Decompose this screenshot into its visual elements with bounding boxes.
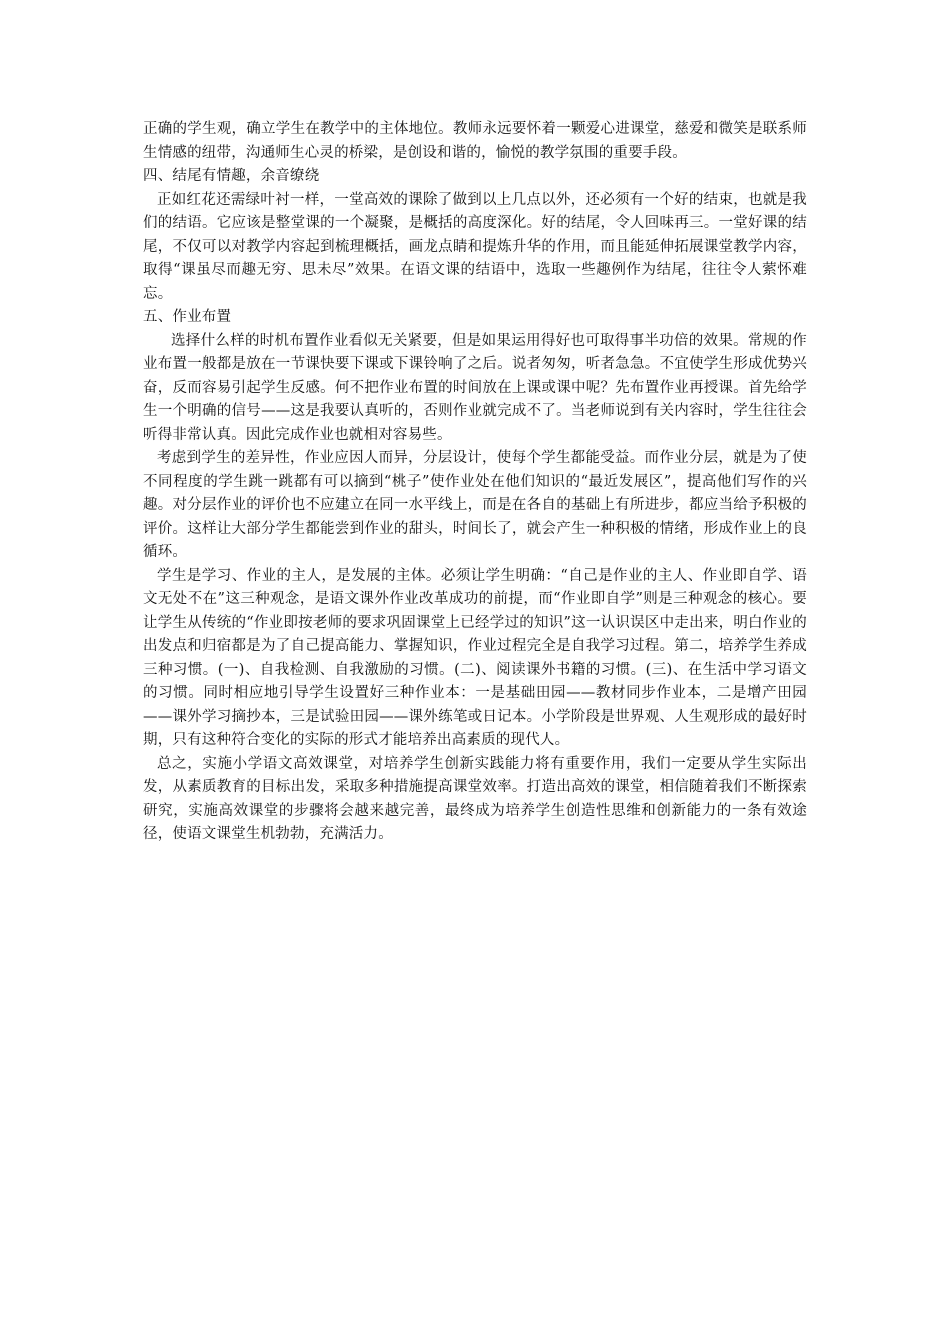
paragraph-layered-homework: 考虑到学生的差异性，作业应因人而异，分层设计，使每个学生都能受益。而作业分层，就是为了使不同程度的学生跳一跳都有可以摘到“桃子”使作业处在他们知识的“最近发展区”，提高他们写作的兴趣。对分层作业的评价也不应建立在同一水平线上，而是在各自的基础上有所进步，都应当给予积极的评价。这样让大部分学生都能尝到作业的甜头，时间长了，就会产生一种积极的情绪，形成作业上的良循环。	[143, 450, 807, 560]
paragraph-conclusion: 总之，实施小学语文高效课堂，对培养学生创新实践能力将有重要作用，我们一定要从学生实际出发，从素质教育的目标出发，采取多种措施提高课堂效率。打造出高效的课堂，相信随着我们不断探索研究，实施高效课堂的步骤将会越来越完善，最终成为培养学生创造性思维和创新能力的一条有效途径，使语文课堂生机勃勃，充满活力。	[143, 755, 807, 842]
section-heading-5: 五、作业布置	[143, 309, 232, 325]
section-heading-4: 四、结尾有情趣，余音缭绕	[143, 168, 320, 184]
paragraph-ending: 正如红花还需绿叶衬一样，一堂高效的课除了做到以上几点以外，还必须有一个好的结束，也就是我们的结语。它应该是整堂课的一个凝聚，是概括的高度深化。好的结尾，令人回味再三。一堂好课的结尾，不仅可以对教学内容起到梳理概括，画龙点睛和提炼升华的作用，而且能延伸拓展课堂教学内容，取得“课虽尽而趣无穷、思未尽”效果。在语文课的结语中，选取一些趣例作为结尾，往往令人萦怀难忘。	[143, 191, 807, 302]
paragraph-homework-timing: 选择什么样的时机布置作业看似无关紧要，但是如果运用得好也可取得事半功倍的效果。常规的作业布置一般都是放在一节课快要下课或下课铃响了之后。说者匆匆，听者急急。不宜使学生形成优势兴奋，反而容易引起学生反感。何不把作业布置的时间放在上课或课中呢？先布置作业再授课。首先给学生一个明确的信号——这是我要认真听的，否则作业就完成不了。当老师说到有关内容时，学生往往会听得非常认真。因此完成作业也就相对容易些。	[143, 332, 807, 443]
document-body	[143, 118, 807, 847]
paragraph-continuation: 正确的学生观，确立学生在教学中的主体地位。教师永远要怀着一颗爱心进课堂，慈爱和微笑是联系师生情感的纽带，沟通师生心灵的桥梁，是创设和谐的，愉悦的教学氛围的重要手段。	[143, 121, 807, 161]
paragraph-student-ownership: 学生是学习、作业的主人，是发展的主体。必须让学生明确：“自己是作业的主人、作业即自学、语文无处不在”这三种观念，是语文课外作业改革成功的前提，而“作业即自学”则是三种观念的核心。要让学生从传统的“作业即按老师的要求巩固课堂上已经学过的知识”这一认识误区中走出来，明白作业的出发点和归宿都是为了自己提高能力、掌握知识，作业过程完全是自我学习过程。第二，培养学生养成三种习惯。(一)、自我检测、自我激励的习惯。(二)、阅读课外书籍的习惯。(三)、在生活中学习语文的习惯。同时相应地引导学生设置好三种作业本：一是基础田园——教材同步作业本，二是增产田园——课外学习摘抄本，三是试验田园——课外练笔或日记本。小学阶段是世界观、人生观形成的最好时期，只有这种符合变化的实际的形式才能培养出高素质的现代人。	[143, 567, 807, 748]
